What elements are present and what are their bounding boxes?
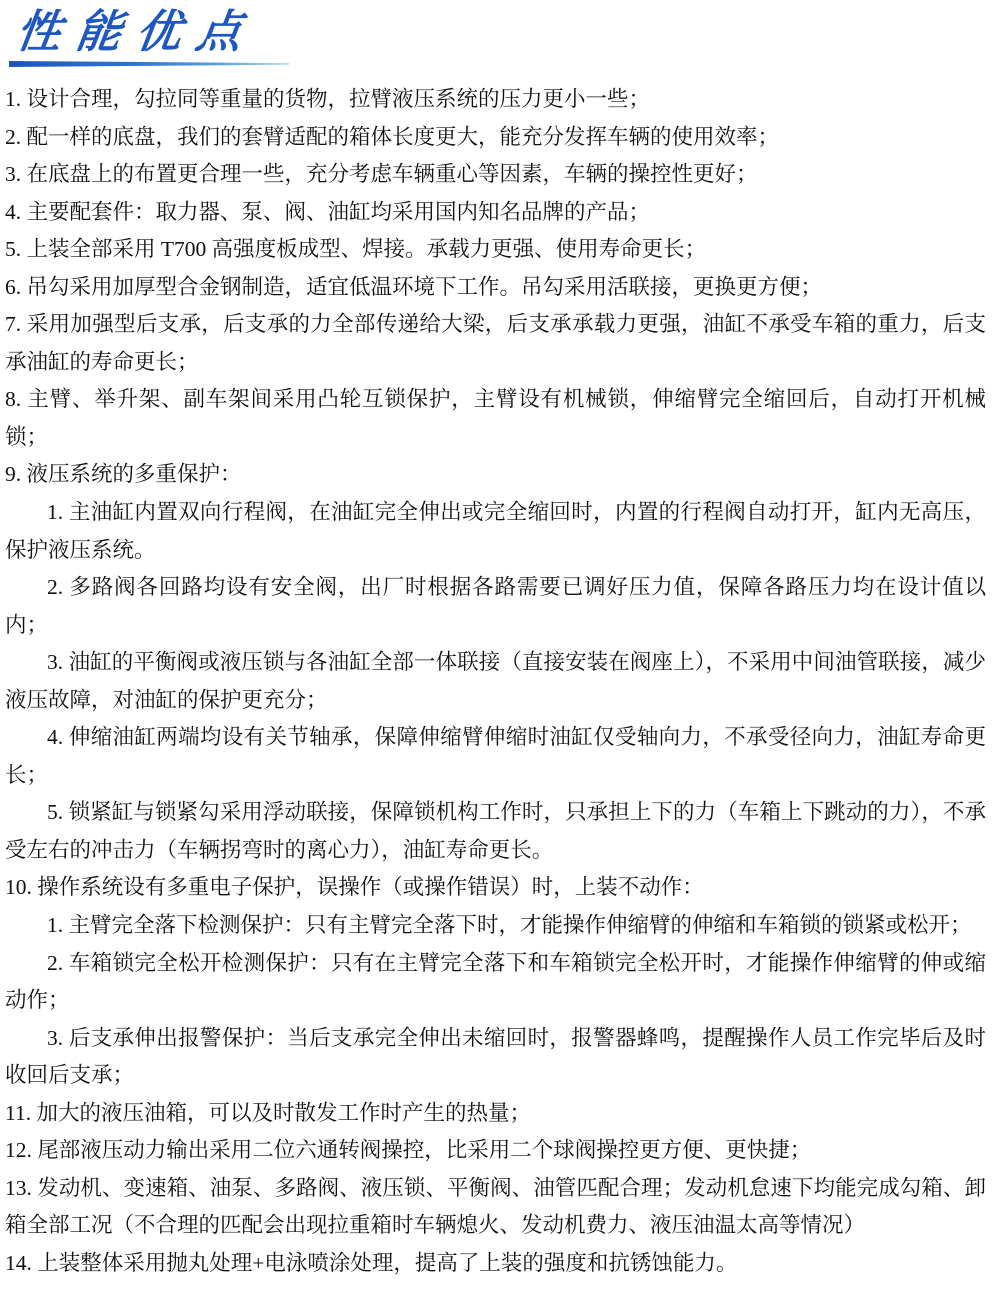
sub-list-item: 3. 油缸的平衡阀或液压锁与各油缸全部一体联接（直接安装在阀座上），不采用中间油管联接，减少液压故障，对油缸的保护更充分； [5,650,986,712]
page-title: 性能优点 [12,6,261,57]
sub-list-item: 3. 后支承伸出报警保护：当后支承完全伸出未缩回时，报警器蜂鸣，提醒操作人员工作完毕后及时收回后支承； [5,1025,986,1088]
list-item: 11. 加大的液压油箱，可以及时散发工作时产生的热量； [5,1100,531,1125]
sub-list-item: 2. 多路阀各回路均设有安全阀，出厂时根据各路需要已调好压力值，保障各路压力均在设计值以内； [5,575,986,637]
list-item: 3. 在底盘上的布置更合理一些，充分考虑车辆重心等因素，车辆的操控性更好； [5,162,758,187]
list-item: 13. 发动机、变速箱、油泵、多路阀、液压锁、平衡阀、油管匹配合理；发动机怠速下均能完成勾箱、卸箱全部工况（不合理的匹配会出现拉重箱时车辆熄火、发动机费力、液压油温太高等情况） [5,1175,986,1238]
sub-list-item: 1. 主臂完全落下检测保护：只有主臂完全落下时，才能操作伸缩臂的伸缩和车箱锁的锁紧或松开； [47,913,972,938]
list-item: 1. 设计合理，勾拉同等重量的货物，拉臂液压系统的压力更小一些； [5,87,651,111]
list-item: 9. 液压系统的多重保护： [5,462,242,487]
sub-list-item: 5. 锁紧缸与锁紧勾采用浮动联接，保障锁机构工作时，只承担上下的力（车箱上下跳动的力），不承受左右的冲击力（车辆拐弯时的离心力），油缸寿命更长。 [5,800,986,862]
sub-list-item: 2. 车箱锁完全松开检测保护：只有在主臂完全落下和车箱锁完全松开时，才能操作伸缩臂的伸或缩动作； [5,950,986,1013]
sub-list-item: 4. 伸缩油缸两端均设有关节轴承，保障伸缩臂伸缩时油缸仅受轴向力，不承受径向力，油缸寿命更长； [5,725,986,787]
list-item: 2. 配一样的底盘，我们的套臂适配的箱体长度更大，能充分发挥车辆的使用效率； [5,124,780,149]
list-item: 4. 主要配套件：取力器、泵、阀、油缸均采用国内知名品牌的产品； [5,199,651,224]
page-header [9,8,986,67]
list-item: 8. 主臂、举升架、副车架间采用凸轮互锁保护，主臂设有机械锁，伸缩臂完全缩回后，自动打开机械锁； [5,387,986,449]
list-item: 14. 上装整体采用抛丸处理+电泳喷涂处理，提高了上装的强度和抗锈蚀能力。 [5,1250,738,1275]
list-item: 7. 采用加强型后支承，后支承的力全部传递给大梁，后支承承载力更强，油缸不承受车箱的重力，后支承油缸的寿命更长； [5,312,986,374]
content [5,81,986,1283]
list-item: 10. 操作系统设有多重电子保护，误操作（或操作错误）时，上装不动作： [5,875,704,900]
list-item: 6. 吊勾采用加厚型合金钢制造，适宜低温环境下工作。吊勾采用活联接，更换更方便； [5,274,823,299]
sub-list-item: 1. 主油缸内置双向行程阀，在油缸完全伸出或完全缩回时，内置的行程阀自动打开，缸内无高压，保护液压系统。 [5,500,986,562]
title-underline [9,61,289,67]
list-item: 12. 尾部液压动力输出采用二位六通转阀操控，比采用二个球阀操控更方便、更快捷； [5,1138,812,1163]
list-item: 5. 上装全部采用 T700 高强度板成型、焊接。承载力更强、使用寿命更长； [5,237,707,262]
